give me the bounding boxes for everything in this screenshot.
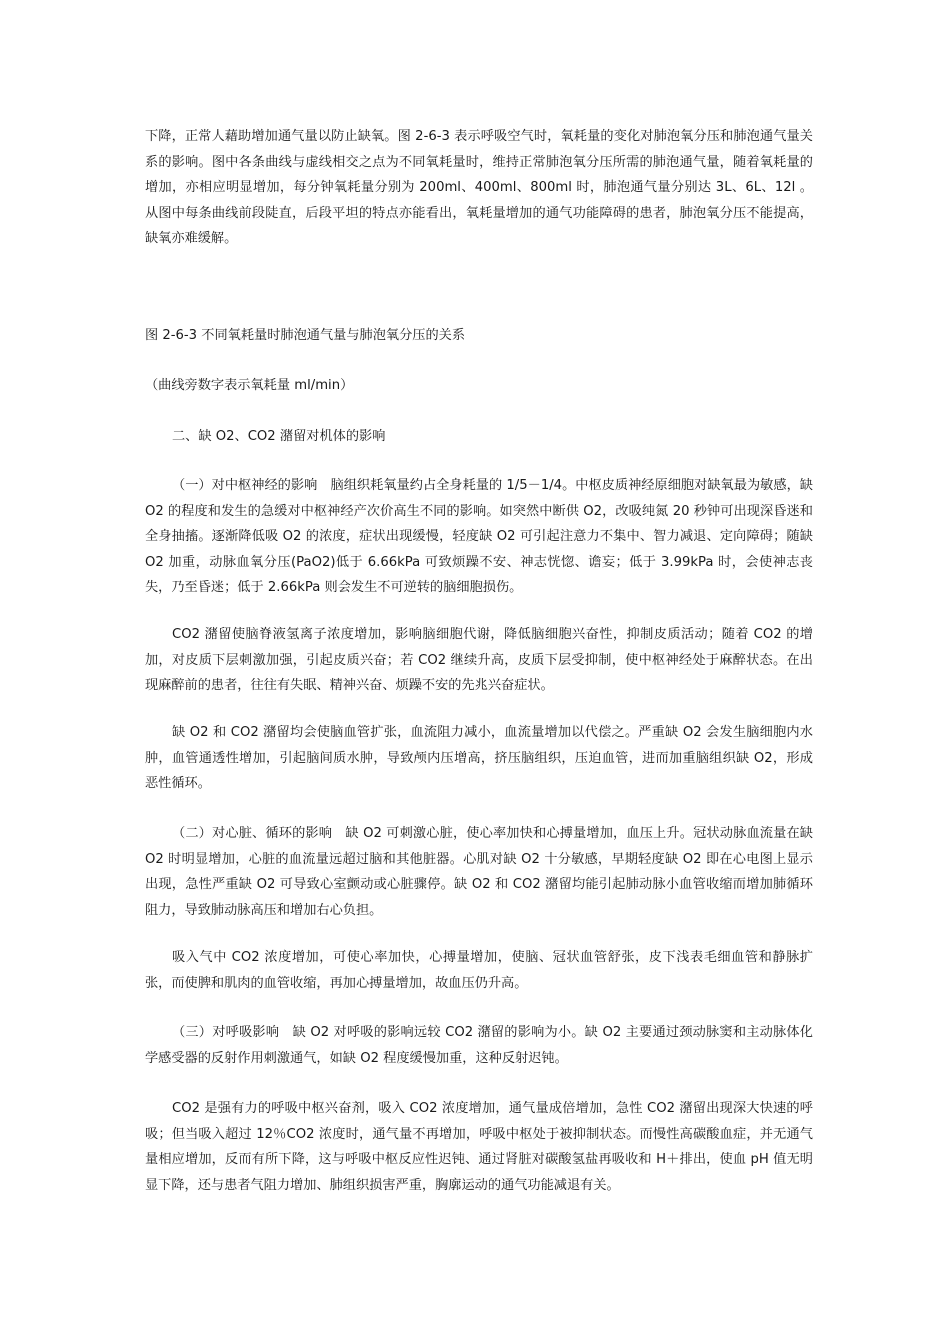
section-heading: 二、缺 O2、CO2 潴留对机体的影响 — [172, 429, 386, 444]
paragraph-inhaled-co2: 吸入气中 CO2 浓度增加，可使心率加快，心搏量增加，使脑、冠状血管舒张，皮下浅表毛细血管和静脉扩张，而使脾和肌肉的血管收缩，再加心搏量增加，故血压仍升高。 — [145, 950, 813, 991]
paragraph-central-nervous: （一）对中枢神经的影响 脑组织耗氧量约占全身耗量的 1/5－1/4。中枢皮质神经原细胞对缺氧最为敏感，缺 O2 的程度和发生的急缓对中枢神经产次价高生不同的影响。如突然中断供 O2，改吸纯氮 20 秒钟可出现深昏迷和全身抽搐。逐渐降低吸 O2 的浓度，症状出现缓慢，轻度缺 O2 可引起注意力不集中、智力减退、定向障碍；随缺 O2 加重，动脉血氧分压(PaO2)低于 6.66kPa 可致烦躁不安、神志恍惚、谵妄；低于 3.99kPa 时，会使神志丧失，乃至昏迷；低于 2.66kPa 则会发生不可逆转的脑细胞损伤。 — [145, 478, 813, 595]
paragraph-heart-circulation: （二）对心脏、循环的影响 缺 O2 可刺激心脏，使心率加快和心搏量增加，血压上升。冠状动脉血流量在缺 O2 时明显增加，心脏的血流量远超过脑和其他脏器。心肌对缺 O2 十分敏感，早期轻度缺 O2 即在心电图上显示出现，急性严重缺 O2 可导致心室颤动或心脏骤停。缺 O2 和 CO2 潴留均能引起肺动脉小血管收缩而增加肺循环阻力，导致肺动脉高压和增加右心负担。 — [145, 826, 813, 918]
paragraph-co2-retention: CO2 潴留使脑脊液氢离子浓度增加，影响脑细胞代谢，降低脑细胞兴奋性，抑制皮质活动；随着 CO2 的增加，对皮质下层刺激加强，引起皮质兴奋；若 CO2 继续升高，皮质下层受抑制，使中枢神经处于麻醉状态。在出现麻醉前的患者，往往有失眠、精神兴奋、烦躁不安的先兆兴奋症状。 — [145, 627, 813, 693]
figure-caption: 图 2-6-3 不同氧耗量时肺泡通气量与肺泡氧分压的关系 — [145, 328, 466, 343]
figure-note: （曲线旁数字表示氧耗量 ml/min） — [145, 378, 354, 393]
intro-paragraph: 下降，正常人藉助增加通气量以防止缺氧。图 2-6-3 表示呼吸空气时，氧耗量的变化对肺泡氧分压和肺泡通气量关系的影响。图中各条曲线与虚线相交之点为不同氧耗量时，维持正常肺泡氧分压所需的肺泡通气量，随着氧耗量的增加，亦相应明显增加，每分钟氧耗量分别为 200ml、400ml、800ml 时，肺泡通气量分别达 3L、6L、12l 。从图中每条曲线前段陡直，后段平坦的特点亦能看出，氧耗量增加的通气功能障碍的患者，肺泡氧分压不能提高，缺氧亦难缓解。 — [145, 129, 813, 246]
paragraph-co2-stimulant: CO2 是强有力的呼吸中枢兴奋剂，吸入 CO2 浓度增加，通气量成倍增加，急性 CO2 潴留出现深大快速的呼吸；但当吸入超过 12％CO2 浓度时，通气量不再增加，呼吸中枢处于被抑制状态。而慢性高碳酸血症，并无通气量相应增加，反而有所下降，这与呼吸中枢反应性迟钝、通过肾脏对碳酸氢盐再吸收和 H＋排出，使血 pH 值无明显下降，还与患者气阻力增加、肺组织损害严重，胸廓运动的通气功能减退有关。 — [145, 1101, 813, 1193]
paragraph-cerebral-vessels: 缺 O2 和 CO2 潴留均会使脑血管扩张，血流阻力减小，血流量增加以代偿之。严重缺 O2 会发生脑细胞内水肿，血管通透性增加，引起脑间质水肿，导致颅内压增高，挤压脑组织，压迫血管，进而加重脑组织缺 O2，形成恶性循环。 — [145, 725, 813, 791]
paragraph-respiration: （三）对呼吸影响 缺 O2 对呼吸的影响远较 CO2 潴留的影响为小。缺 O2 主要通过颈动脉窦和主动脉体化学感受器的反射作用刺激通气，如缺 O2 程度缓慢加重，这种反射迟钝。 — [145, 1025, 813, 1066]
